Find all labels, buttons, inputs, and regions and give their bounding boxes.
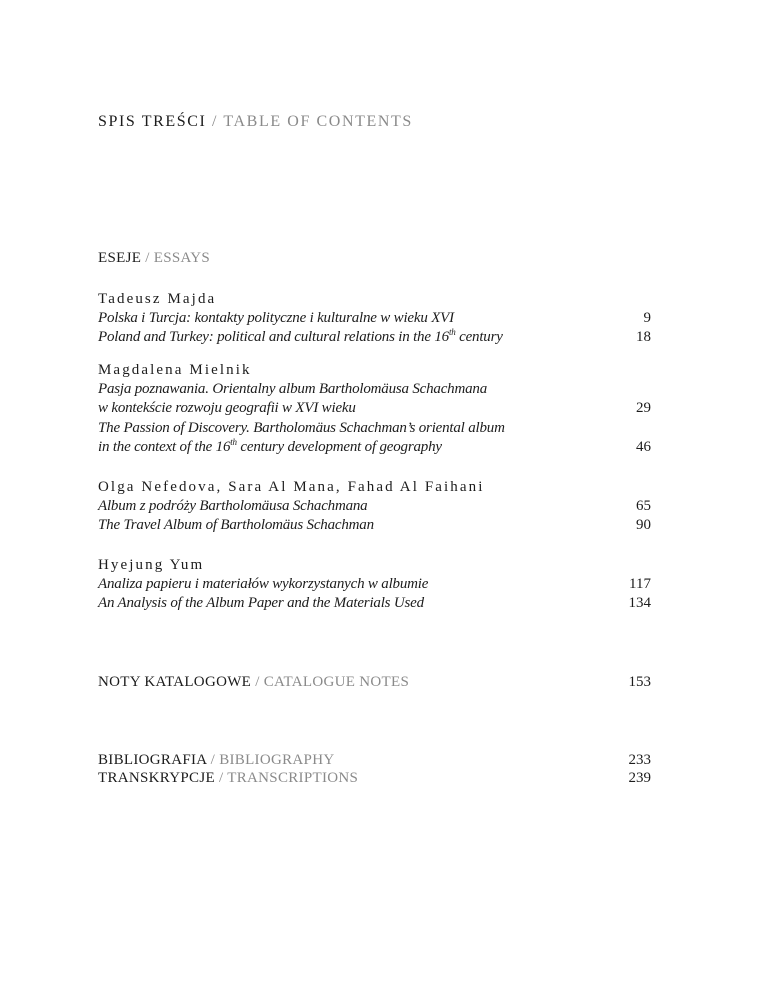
section-separator: /	[214, 770, 228, 786]
essay-author: Magdalena Mielnik	[98, 362, 252, 378]
section-label-pl: NOTY KATALOGOWE	[98, 674, 252, 690]
section-transcriptions	[98, 769, 358, 787]
essay-title: Album z podróży Bartholomäusa Schachmana	[98, 498, 368, 514]
section-separator: /	[206, 752, 220, 768]
page-number: 134	[628, 595, 651, 611]
page-number: 18	[636, 329, 651, 345]
page-number: 65	[636, 498, 651, 514]
essay-title-part: century development of geography	[236, 439, 442, 455]
essay-title-line: Pasja poznawania. Orientalny album Bartholomäusa Schachmana	[98, 381, 488, 397]
toc-title-en: TABLE OF CONTENTS	[223, 113, 413, 130]
section-label-en: TRANSCRIPTIONS	[227, 770, 359, 786]
essay-title-line: The Passion of Discovery. Bartholomäus Schachman’s oriental album	[98, 420, 505, 436]
essays-heading-separator: /	[141, 250, 154, 266]
page-number: 239	[628, 770, 651, 786]
essays-heading	[98, 249, 210, 267]
page-number: 46	[636, 439, 651, 455]
ordinal-suffix: th	[230, 437, 237, 447]
toc-title-separator: /	[206, 113, 224, 130]
section-bibliography	[98, 751, 334, 769]
essay-title-part: century	[455, 329, 503, 345]
toc-title	[98, 113, 413, 131]
essays-heading-en: ESSAYS	[153, 250, 211, 266]
essay-title-line: w kontekście rozwoju geografii w XVI wieku	[98, 400, 356, 416]
essay-title: Polska i Turcja: kontakty polityczne i kulturalne w wieku XVI	[98, 310, 454, 326]
essay-author: Tadeusz Majda	[98, 291, 217, 307]
section-label-en: BIBLIOGRAPHY	[219, 752, 335, 768]
page-number: 233	[628, 752, 651, 768]
page-number: 90	[636, 517, 651, 533]
page-number: 153	[628, 674, 651, 690]
page-number: 29	[636, 400, 651, 416]
section-label-pl: BIBLIOGRAFIA	[98, 752, 207, 768]
essay-author: Olga Nefedova, Sara Al Mana, Fahad Al Faihani	[98, 479, 485, 495]
section-label-en: CATALOGUE NOTES	[263, 674, 410, 690]
section-separator: /	[251, 674, 264, 690]
toc-title-pl: SPIS TREŚCI	[98, 113, 207, 130]
essay-title: An Analysis of the Album Paper and the Materials Used	[98, 595, 424, 611]
section-catalogue-notes	[98, 673, 409, 691]
ordinal-suffix: th	[448, 327, 456, 337]
essay-author: Hyejung Yum	[98, 557, 205, 573]
essay-title	[98, 328, 503, 346]
essays-heading-pl: ESEJE	[98, 250, 142, 266]
essay-title: Analiza papieru i materiałów wykorzystanych w albumie	[98, 576, 429, 592]
section-label-pl: TRANSKRYPCJE	[98, 770, 215, 786]
essay-title-part: Poland and Turkey: political and cultural relations in the 16	[98, 329, 449, 345]
essay-title: The Travel Album of Bartholomäus Schachman	[98, 517, 374, 533]
essay-title-part: in the context of the 16	[98, 439, 231, 455]
page-number: 9	[643, 310, 651, 326]
essay-title-line	[98, 438, 442, 456]
page-number: 117	[629, 576, 651, 592]
